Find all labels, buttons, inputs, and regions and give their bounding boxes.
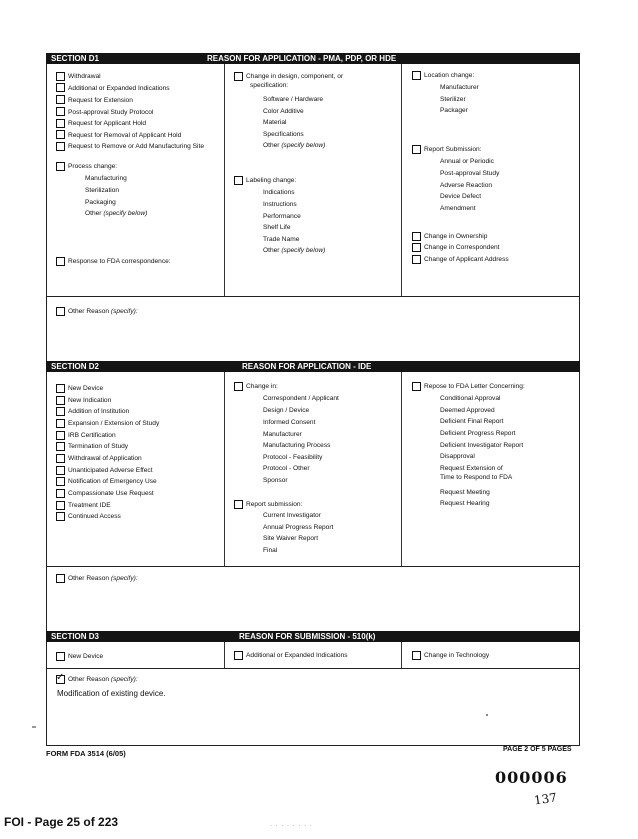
scan-mark xyxy=(32,726,36,728)
d1-report-submission-label: Report Submission: xyxy=(424,146,482,153)
d2-change-item: Informed Consent xyxy=(263,419,316,426)
section-d1-title: SECTION D1 xyxy=(51,54,100,63)
d1-design-item: Software / Hardware xyxy=(263,96,324,103)
d2-report-item: Final xyxy=(263,547,278,554)
d1-checkbox[interactable] xyxy=(56,83,65,92)
d1-report-item: Annual or Periodic xyxy=(440,158,494,165)
d1-labeling-change-label: Labeling change: xyxy=(246,177,297,184)
d1-checkbox[interactable] xyxy=(56,95,65,104)
d1-process-change-label: Process change: xyxy=(68,163,118,170)
d1-process-item: Manufacturing xyxy=(85,175,127,182)
d1-other-reason-checkbox[interactable] xyxy=(56,307,65,316)
d2-other-reason-checkbox[interactable] xyxy=(56,574,65,583)
d1-location-change-checkbox[interactable] xyxy=(412,71,421,80)
d2-report-submission-checkbox[interactable] xyxy=(234,500,243,509)
d2-other-reason-label: Other Reason (specify): xyxy=(68,575,138,582)
d3-additional-indications-label: Additional or Expanded Indications xyxy=(246,652,348,659)
d2-response-label: Repose to FDA Letter Concerning: xyxy=(424,383,525,390)
d2-response-item: Deficient Progress Report xyxy=(440,430,516,437)
d1-ownership-item: Change of Applicant Address xyxy=(424,256,509,263)
d1-labeling-change-checkbox[interactable] xyxy=(234,176,243,185)
d1-location-item: Packager xyxy=(440,107,468,114)
d3-new-device-label: New Device xyxy=(68,653,104,660)
d3-other-reason-text: Modification of existing device. xyxy=(57,689,166,698)
d1-address-checkbox[interactable] xyxy=(412,255,421,264)
section-d2-title: SECTION D2 xyxy=(51,362,100,371)
d1-report-item: Adverse Reaction xyxy=(440,182,493,189)
d2-col1-item: Addition of Institution xyxy=(68,408,130,415)
d3-divider-2 xyxy=(401,642,402,668)
d1-withdrawal-checkbox[interactable] xyxy=(56,72,65,81)
d2-change-item: Sponsor xyxy=(263,477,288,484)
d2-checkbox[interactable] xyxy=(56,477,65,486)
d1-col1-item: Post-approval Study Protocol xyxy=(68,109,154,116)
d2-change-in-label: Change in: xyxy=(246,383,278,390)
d2-checkbox[interactable] xyxy=(56,396,65,405)
form-number: FORM FDA 3514 (6/05) xyxy=(46,749,126,758)
d1-design-item: Specifications xyxy=(263,131,304,138)
d1-labeling-item: Instructions xyxy=(263,201,297,208)
d1-design-change-checkbox[interactable] xyxy=(234,72,243,81)
d1-design-change-label-2: specification: xyxy=(250,82,289,89)
d2-change-item: Protocol - Other xyxy=(263,465,310,472)
d1-checkbox[interactable] xyxy=(56,107,65,116)
d1-location-item: Sterilizer xyxy=(440,96,466,103)
bates-number: 000006 xyxy=(495,768,568,787)
d2-change-item: Correspondent / Applicant xyxy=(263,395,339,402)
d3-divider-1 xyxy=(224,642,225,668)
d2-response-item: Time to Respond to FDA xyxy=(440,474,513,481)
d2-response-item: Request Meeting xyxy=(440,489,490,496)
d1-col1-item: Request to Remove or Add Manufacturing Site xyxy=(68,143,204,150)
d2-col1-item: Compassionate Use Request xyxy=(68,490,154,497)
handwritten-number: 137 xyxy=(533,790,558,808)
d1-checkbox[interactable] xyxy=(56,119,65,128)
d2-response-item: Conditional Approval xyxy=(440,395,501,402)
d3-technology-checkbox[interactable] xyxy=(412,651,421,660)
d2-response-item: Deemed Approved xyxy=(440,407,495,414)
d1-ownership-item: Change in Correspondent xyxy=(424,244,500,251)
foi-page-label: FOI - Page 25 of 223 xyxy=(4,815,119,829)
d1-report-submission-checkbox[interactable] xyxy=(412,145,421,154)
d2-col1-item: Continued Access xyxy=(68,513,121,520)
d1-design-item: Color Additive xyxy=(263,108,304,115)
d1-divider-2 xyxy=(401,64,402,296)
d3-other-reason-checkbox[interactable] xyxy=(56,672,65,684)
section-d3-header xyxy=(46,631,580,642)
d1-labeling-item: Trade Name xyxy=(263,236,300,243)
d2-change-in-checkbox[interactable] xyxy=(234,382,243,391)
d1-other-reason-label: Other Reason (specify): xyxy=(68,308,138,315)
d1-divider-bottom xyxy=(46,296,580,297)
d1-process-item: Packaging xyxy=(85,199,116,206)
d2-change-item: Manufacturing Process xyxy=(263,442,331,449)
section-d2-reason: REASON FOR APPLICATION - IDE xyxy=(242,362,372,371)
d1-response-fda-label: Response to FDA correspondence: xyxy=(68,258,171,265)
d2-checkbox[interactable] xyxy=(56,407,65,416)
d1-location-item: Manufacturer xyxy=(440,84,479,91)
section-d3-reason: REASON FOR SUBMISSION - 510(k) xyxy=(239,632,376,641)
section-d2-header xyxy=(46,361,580,372)
d2-report-item: Annual Progress Report xyxy=(263,524,334,531)
d1-correspondent-checkbox[interactable] xyxy=(412,243,421,252)
d2-change-item: Protocol - Feasibility xyxy=(263,454,323,461)
d1-labeling-item: Indications xyxy=(263,189,295,196)
d1-report-item: Device Defect xyxy=(440,193,482,200)
d2-col1-item: Unanticipated Adverse Effect xyxy=(68,467,153,474)
d2-checkbox[interactable] xyxy=(56,501,65,510)
d2-checkbox[interactable] xyxy=(56,419,65,428)
d1-process-change-checkbox[interactable] xyxy=(56,162,65,171)
d2-response-checkbox[interactable] xyxy=(412,382,421,391)
d2-checkbox[interactable] xyxy=(56,512,65,521)
d1-checkbox[interactable] xyxy=(56,142,65,151)
d2-checkbox[interactable] xyxy=(56,442,65,451)
d2-change-item: Manufacturer xyxy=(263,431,302,438)
d1-design-change-label: Change in design, component, or xyxy=(246,73,344,80)
d1-divider-1 xyxy=(224,64,225,296)
d2-col1-item: IRB Certification xyxy=(68,432,116,439)
d1-checkbox[interactable] xyxy=(56,130,65,139)
d1-col1-item: Request for Applicant Hold xyxy=(68,120,147,127)
d2-checkbox[interactable] xyxy=(56,466,65,475)
scan-speck xyxy=(486,714,488,716)
d2-report-item: Site Waiver Report xyxy=(263,535,319,542)
d2-divider-2 xyxy=(401,372,402,566)
d1-process-other: Other (specify below) xyxy=(85,210,148,217)
d2-col1-item: Withdrawal of Application xyxy=(68,455,142,462)
d1-labeling-item: Shelf Life xyxy=(263,224,291,231)
d1-report-item: Post-approval Study xyxy=(440,170,500,177)
d2-checkbox[interactable] xyxy=(56,384,65,393)
d2-col1-item: Notification of Emergency Use xyxy=(68,478,157,485)
d2-response-item: Request Extension of xyxy=(440,465,503,472)
d2-col1-item: Expansion / Extension of Study xyxy=(68,420,160,427)
d2-response-item: Disapproval xyxy=(440,453,475,460)
d3-new-device-checkbox[interactable] xyxy=(56,652,65,661)
d1-labeling-other: Other (specify below) xyxy=(263,247,326,254)
d1-col1-item: Request for Removal of Applicant Hold xyxy=(68,132,182,139)
d1-labeling-item: Performance xyxy=(263,213,301,220)
d2-checkbox[interactable] xyxy=(56,431,65,440)
checkmark-icon: ✓ xyxy=(56,672,65,683)
d2-col1-item: New Indication xyxy=(68,397,112,404)
d1-process-item: Sterilization xyxy=(85,187,120,194)
section-d1-header xyxy=(46,53,580,64)
d2-response-item: Deficient Final Report xyxy=(440,418,504,425)
d1-report-item: Amendment xyxy=(440,205,476,212)
d1-col1-item: Request for Extension xyxy=(68,97,133,104)
d1-ownership-item: Change in Ownership xyxy=(424,233,488,240)
d2-col1-item: Treatment IDE xyxy=(68,502,111,509)
d2-report-submission-label: Report submission: xyxy=(246,501,303,508)
d3-technology-label: Change in Technology xyxy=(424,652,490,659)
d1-ownership-checkbox[interactable] xyxy=(412,232,421,241)
d2-checkbox[interactable] xyxy=(56,454,65,463)
d2-divider-bottom xyxy=(46,566,580,567)
d1-response-fda-checkbox[interactable] xyxy=(56,257,65,266)
d2-report-item: Current Investigator xyxy=(263,512,321,519)
d1-col1-item: Additional or Expanded Indications xyxy=(68,85,170,92)
d1-design-other: Other (specify below) xyxy=(263,142,326,149)
d3-additional-indications-checkbox[interactable] xyxy=(234,651,243,660)
page-indicator: PAGE 2 OF 5 PAGES xyxy=(503,746,572,753)
d2-response-item: Deficient Investigator Report xyxy=(440,442,524,449)
d2-change-item: Design / Device xyxy=(263,407,310,414)
d1-location-change-label: Location change: xyxy=(424,72,475,79)
scan-artifact: · · · · · · · · xyxy=(270,823,313,829)
d1-design-item: Material xyxy=(263,119,287,126)
d3-divider-middle xyxy=(46,668,580,669)
d2-divider-1 xyxy=(224,372,225,566)
d1-col1-item: Withdrawal xyxy=(68,73,101,80)
d2-checkbox[interactable] xyxy=(56,489,65,498)
section-d3-title: SECTION D3 xyxy=(51,632,100,641)
d2-response-item: Request Hearing xyxy=(440,500,490,507)
d2-col1-item: Termination of Study xyxy=(68,443,129,450)
d2-col1-item: New Device xyxy=(68,385,104,392)
section-d1-reason: REASON FOR APPLICATION - PMA, PDP, OR HDE xyxy=(207,54,397,63)
d3-other-reason-label: Other Reason (specify): xyxy=(68,676,138,683)
